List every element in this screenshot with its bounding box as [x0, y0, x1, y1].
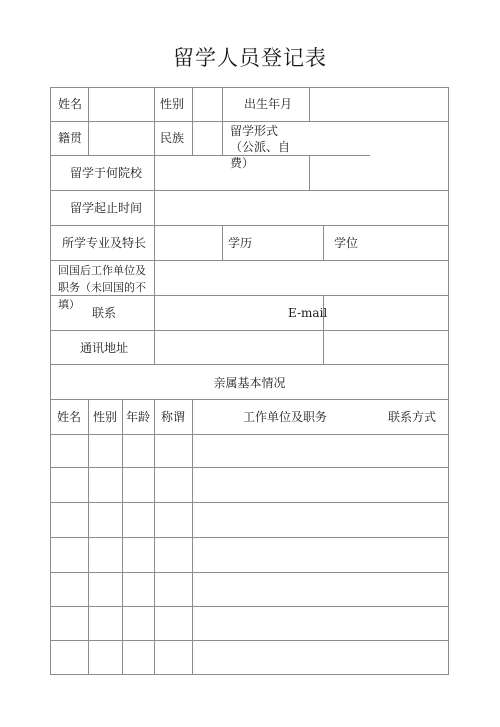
table-rule	[192, 87, 193, 155]
label-address: 通讯地址	[80, 341, 129, 355]
column-header-name: 姓名	[57, 410, 82, 424]
label-major: 所学专业及特长	[62, 236, 147, 250]
registration-form-table	[50, 87, 449, 675]
table-rule	[50, 225, 449, 226]
label-study-period: 留学起止时间	[70, 201, 143, 215]
table-rule	[50, 190, 449, 191]
label-work-after-return: 回国后工作单位及职务（未回国的不填）	[58, 264, 146, 311]
label-degree: 学位	[334, 236, 359, 250]
table-rule	[50, 674, 449, 675]
label-email: E-mail	[288, 306, 328, 320]
table-rule	[50, 260, 449, 261]
table-rule	[192, 399, 193, 675]
table-rule	[50, 121, 449, 122]
section-title-relatives: 亲属基本情况	[213, 376, 286, 390]
table-rule	[50, 155, 370, 156]
label-native-place: 籍贯	[58, 131, 83, 145]
table-rule	[122, 399, 123, 675]
form-title: 留学人员登记表	[173, 46, 327, 70]
table-rule	[154, 155, 155, 365]
table-rule	[50, 467, 449, 468]
table-rule	[50, 640, 449, 641]
table-rule	[222, 225, 223, 260]
table-rule	[154, 399, 155, 675]
table-rule	[323, 225, 324, 260]
table-rule	[222, 87, 223, 155]
table-rule	[50, 364, 449, 365]
table-rule	[309, 87, 310, 121]
table-rule	[50, 572, 449, 573]
table-rule	[50, 87, 449, 88]
table-rule	[88, 87, 89, 155]
table-rule	[88, 399, 89, 675]
table-rule	[154, 87, 155, 155]
table-rule	[50, 537, 449, 538]
label-gender: 性别	[160, 97, 185, 111]
label-name: 姓名	[58, 97, 83, 111]
column-header-relation: 称谓	[161, 410, 186, 424]
label-ethnicity: 民族	[160, 131, 185, 145]
column-header-age: 年龄	[126, 410, 151, 424]
label-education: 学历	[228, 236, 253, 250]
column-header-work-unit: 工作单位及职务	[243, 410, 328, 424]
column-header-gender: 性别	[93, 410, 118, 424]
table-rule	[50, 606, 449, 607]
table-rule	[50, 502, 449, 503]
column-header-contact-method: 联系方式	[388, 410, 437, 424]
table-rule	[309, 155, 310, 190]
table-rule	[50, 330, 449, 331]
label-study-form: 留学形式 （公派、自费）	[230, 124, 291, 170]
table-rule	[50, 399, 449, 400]
label-institution: 留学于何院校	[70, 166, 143, 180]
table-rule	[50, 434, 449, 435]
label-contact: 联系	[92, 306, 117, 320]
label-birth: 出生年月	[244, 97, 293, 111]
